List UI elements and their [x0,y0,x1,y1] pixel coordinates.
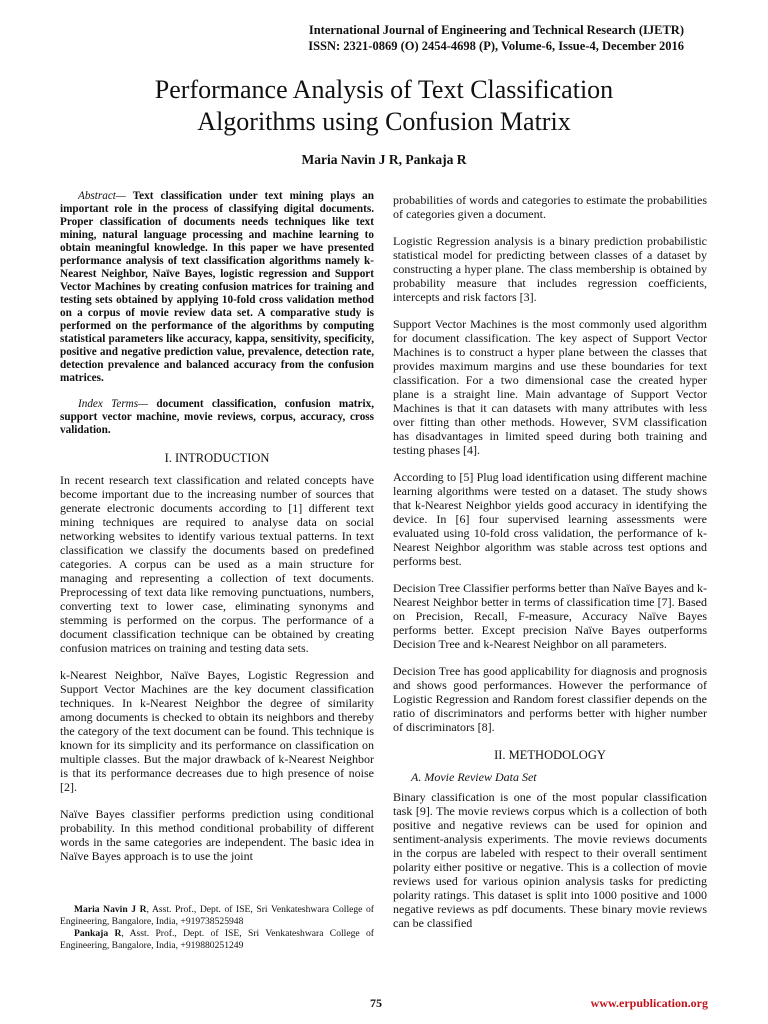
footnote [60,928,374,952]
title-line-1: Performance Analysis of Text Classification [154,75,614,104]
paragraph: k-Nearest Neighbor, Naïve Bayes, Logistic Regression and Support Vector Machines are the key document classification techniques. In k-Nearest Neighbor the degree of similarity among documents is checked to obtain its neighbors and thereby the category of the text document can be found. This technique is known for its simplicity and its performance on classification on multiple classes. But the major drawback of k-Nearest Neighbor is that its performance decreases due to high presence of noise [2]. [60,668,374,794]
subsection-heading-movie-review: A. Movie Review Data Set [411,770,537,784]
index-terms-lead: Index Terms— [78,398,149,410]
footnote-text: , Asst. Prof., Dept. of ISE, Sri Venkateshwara College of Engineering, Bangalore, India, +919738525948 [60,904,374,927]
paragraph: According to [5] Plug load identification using different machine learning algorithms were tested on a dataset. The study shows that k-Nearest Neighbor yields good accuracy in identifying the device. In [6] four supervised learning assessments were evaluated using 10-fold cross validation, the performance of k-Nearest Neighbor algorithm was stable across test options and performs best. [393,470,707,568]
section-heading-introduction: I. INTRODUCTION [164,451,270,465]
paper-authors: Maria Navin J R, Pankaja R [301,152,467,167]
paragraph: Decision Tree has good applicability for diagnosis and prognosis and shows good performances. However the performance of Logistic Regression and Random forest classifier depends on the ratio of discriminators and performs better with higher number of discriminators [8]. [393,664,707,734]
page-number: 75 [370,996,382,1010]
paragraph: Decision Tree Classifier performs better than Naïve Bayes and k-Nearest Neighbor better in terms of classification time [7]. Based on Precision, Recall, F-measure, Accuracy Naïve Bayes performs better. Except precision Naïve Bayes outperforms Decision Tree and k-Nearest Neighbor on all parameters. [393,581,707,651]
abstract-lead: Abstract— [78,190,126,202]
paragraph: Binary classification is one of the most popular classification task [9]. The movie reviews corpus which is a collection of both positive and negative reviews can be used for opinion and sentiment-analysis experiments. The movie reviews documents in the corpus are labeled with respect to their overall sentiment polarity either positive or negative. This is a collection of movie reviews used for various opinion analysis tasks for predicting polarity ratings. This dataset is split into 1000 positive and 1000 negative reviews as pdf documents. These binary movie reviews can be classified [393,790,707,930]
journal-name: International Journal of Engineering and Technical Research (IJETR) [308,23,684,37]
right-column [393,193,707,943]
publisher-url[interactable]: www.erpublication.org [590,996,708,1010]
abstract-text: Text classification under text mining plays an important role in the process of classifying digital documents. Proper classification of documents needs techniques like text mining, natural language processing and machine learning to obtain meaningful knowledge. In this paper we have presented performance analysis of text classification algorithms namely k-Nearest Neighbor, Naïve Bayes, logistic regression and Support Vector Machines by creating confusion matrices for training and testing sets obtained by applying 10-fold cross validation method on a corpus of movie review data set. A comparative study is performed on the performance of the algorithms by computing statistical parameters like accuracy, kappa, sensitivity, specificity, positive and negative prediction value, prevalence, detection rate, detection prevalence and balanced accuracy from the confusion matrices. [60,190,374,384]
paper-title [0,74,768,138]
abstract [60,190,374,385]
journal-issn: ISSN: 2321-0869 (O) 2454-4698 (P), Volume-6, Issue-4, December 2016 [308,39,684,53]
index-terms [60,398,374,437]
author-footnotes [60,904,374,952]
footnote-author: Pankaja R [74,928,122,939]
footnote-author: Maria Navin J R [74,904,147,915]
footnote-text: , Asst. Prof., Dept. of ISE, Sri Venkateshwara College of Engineering, Bangalore, India, +919880251249 [60,928,374,951]
journal-header [308,22,684,54]
footnote [60,904,374,928]
left-column [60,190,374,876]
paragraph: probabilities of words and categories to estimate the probabilities of categories given a document. [393,193,707,221]
paragraph: Logistic Regression analysis is a binary prediction probabilistic statistical model for predicting between classes of a dataset by constructing a hyper plane. The class membership is obtained by probability measure that includes regression coefficients, intercepts and risk factors [3]. [393,234,707,304]
paragraph: Naïve Bayes classifier performs prediction using conditional probability. In this method conditional probability of different words in the same categories are independent. The basic idea in Naïve Bayes approach is to use the joint [60,807,374,863]
index-terms-text: document classification, confusion matrix, support vector machine, movie reviews, corpus, accuracy, cross validation. [60,398,374,436]
paragraph: Support Vector Machines is the most commonly used algorithm for document classification. The key aspect of Support Vector Machines is to construct a hyper plane between the classes that provides maximum margins and use these boundaries for text classification. For a two dimensional case the created hyper plane is a straight line. Main advantage of Support Vector Machines is that it can datasets with many attributes with less over fitting than other methods. However, SVM classification has disadvantages in limited speed during both training and testing phases [4]. [393,317,707,457]
section-heading-methodology: II. METHODOLOGY [494,748,606,762]
title-line-2: Algorithms using Confusion Matrix [197,107,571,136]
paragraph: In recent research text classification and related concepts have become important due to the increasing number of sources that generate electronic documents according to [1] different text mining techniques are required to analyse data on social networking websites to identify various textual patterns. In text classification we classify the documents based on predefined categories. A corpus can be used as a main structure for managing and representing a collection of text documents. Preprocessing of text data like removing punctuations, numbers, converting text to lower case, eliminating synonyms and stemming is performed on the corpus. The performance of a document classification technique can be obtained by creating confusion matrices on training and testing data sets. [60,473,374,655]
